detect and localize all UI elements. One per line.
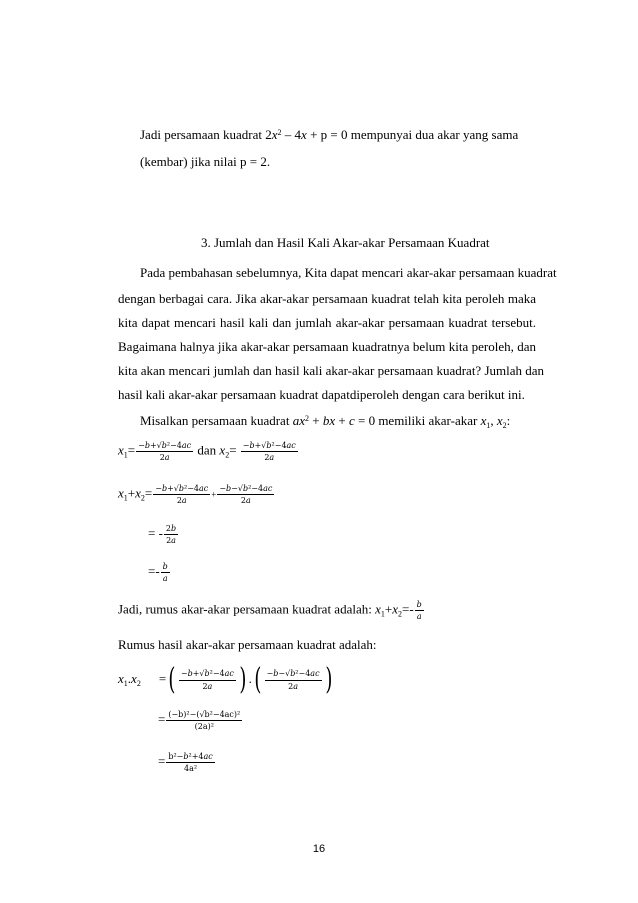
fraction-product-2: $\frac{\text{−𝑏−√𝑏²−4𝑎𝑐}}{\text{2𝑎}}$: [266, 669, 320, 691]
intro-line-1: [140, 128, 518, 141]
section-heading: 3. Jumlah dan Hasil Kali Akar-akar Persamaan Kuadrat: [201, 235, 490, 250]
intro-line-2: (kembar) jika nilai p = 2.: [140, 154, 271, 169]
fraction-product-step-2: $\frac{\text{b²−𝑏²+4𝑎𝑐}}{\text{4a²}}$: [168, 752, 213, 774]
paragraph-line-3: kita dapat mencari hasil kali dan jumlah akar-akar persamaan kuadrat tersebut.: [118, 315, 536, 330]
page-number: 16: [312, 843, 326, 855]
equation-sum-step-2: =- $\frac{\text{𝑏}}{\text{𝑎}}$: [148, 562, 168, 584]
intro-text: + p = 0 mempunyai dua akar yang sama: [306, 127, 519, 142]
equation-roots: $x_1=$ $\frac{\text{−𝑏+√𝑏²−4𝑎𝑐}}{\text{2𝑎}}$ dan $x_2=$ $\frac{\text{−𝑏+√𝑏²−4𝑎𝑐}}{\text{2𝑎}}$: [118, 441, 296, 463]
intro-text: Jadi persamaan kuadrat 2: [140, 127, 272, 142]
exponent: 2: [277, 128, 282, 137]
product-heading: Rumus hasil akar-akar persamaan kuadrat adalah:: [118, 637, 377, 652]
fraction-step-2: $\frac{\text{𝑏}}{\text{𝑎}}$: [162, 562, 168, 584]
equation-sum: $x_1+x_2=$ $\frac{\text{−𝑏+√𝑏²−4𝑎𝑐}}{\text{2𝑎}}$ + $\frac{\text{−𝑏−√𝑏²−4𝑎𝑐}}{\text{2𝑎}}$: [118, 484, 273, 506]
equation-product-step-2: = $\frac{\text{b²−𝑏²+4𝑎𝑐}}{\text{4a²}}$: [158, 752, 213, 774]
paragraph-line-2: dengan berbagai cara. Jika akar-akar persamaan kuadrat telah kita peroleh maka: [118, 291, 536, 306]
fraction-root-2: $\frac{\text{−𝑏+√𝑏²−4𝑎𝑐}}{\text{2𝑎}}$: [242, 441, 296, 463]
paragraph-line-6: hasil kali akar-akar persamaan kuadrat dapatdiperoleh dengan cara berikut ini.: [118, 387, 525, 402]
equation-product: $x_1.x_2$ =( $\frac{\text{−𝑏+√𝑏²−4𝑎𝑐}}{\text{2𝑎}}$ ) .( $\frac{\text{−𝑏−√𝑏²−4𝑎𝑐}}{\text{2𝑎}}$ ): [118, 662, 332, 697]
equation-sum-step-1: = - $\frac{\text{2𝑏}}{\text{2𝑎}}$: [148, 524, 177, 546]
fraction-conclusion: $\frac{\text{𝑏}}{\text{𝑎}}$: [416, 600, 422, 622]
fraction-product-1: $\frac{\text{−𝑏+√𝑏²−4𝑎𝑐}}{\text{2𝑎}}$: [180, 669, 234, 691]
intro-text: – 4: [281, 127, 302, 142]
misalkan-line: Misalkan persamaan kuadrat $ax^2$ + bx + c = 0 memiliki akar-akar $x_1$, $x_2$:: [140, 413, 511, 430]
fraction-step-1: $\frac{\text{2𝑏}}{\text{2𝑎}}$: [165, 524, 177, 546]
equation-product-step-1: = $\frac{\text{(−b)²−(√b²−4ac)²}}{\text{(2a)²}}$: [158, 710, 241, 732]
conclusion-sum: Jadi, rumus akar-akar persamaan kuadrat adalah: $x_1+x_2=-$ $\frac{\text{𝑏}}{\text{𝑎}}$: [118, 600, 422, 622]
fraction-sum-1: $\frac{\text{−𝑏+√𝑏²−4𝑎𝑐}}{\text{2𝑎}}$: [155, 484, 209, 506]
fraction-sum-2: $\frac{\text{−𝑏−√𝑏²−4𝑎𝑐}}{\text{2𝑎}}$: [219, 484, 273, 506]
fraction-product-step-1: $\frac{\text{(−b)²−(√b²−4ac)²}}{\text{(2a)²}}$: [168, 710, 241, 732]
paragraph-line-4: Bagaimana halnya jika akar-akar persamaan kuadratnya belum kita peroleh, dan: [118, 339, 536, 354]
paragraph-line-1: Pada pembahasan sebelumnya, Kita dapat mencari akar-akar persamaan kuadrat: [140, 265, 557, 280]
var-x: x: [271, 127, 278, 142]
var-x: x: [301, 127, 307, 142]
paragraph-line-5: kita akan mencari jumlah dan hasil kali akar-akar persamaan kuadrat? Jumlah dan: [118, 363, 545, 378]
fraction-root-1: $\frac{\text{−𝑏+√𝑏²−4𝑎𝑐}}{\text{2𝑎}}$: [138, 441, 192, 463]
